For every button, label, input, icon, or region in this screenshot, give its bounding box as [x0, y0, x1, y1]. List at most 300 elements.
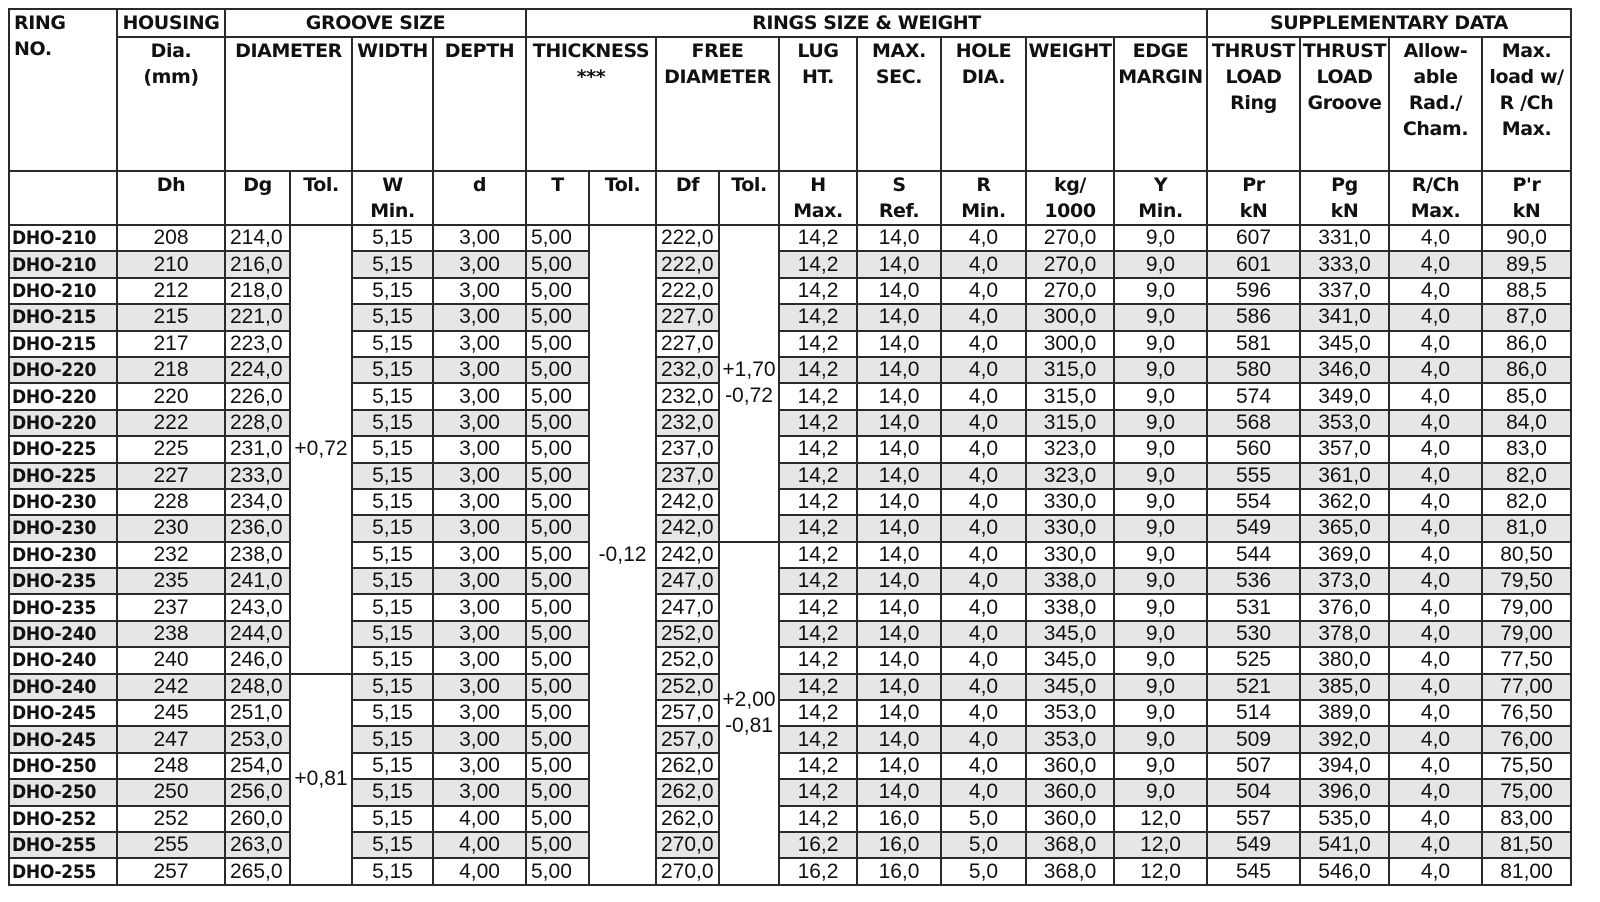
cell-weight: 368,0 — [1026, 832, 1114, 858]
unit-df: Df — [656, 171, 719, 225]
header-ring-no: RING NO. — [9, 9, 117, 171]
cell-groove-width: 5,15 — [352, 515, 433, 541]
cell-ring-no: DHO-235 — [9, 568, 117, 594]
cell-ring-no: DHO-245 — [9, 700, 117, 726]
cell-groove-width: 5,15 — [352, 674, 433, 700]
cell-max-load: 79,50 — [1482, 568, 1571, 594]
cell-groove-dg: 236,0 — [225, 515, 290, 541]
cell-groove-dg: 248,0 — [225, 674, 290, 700]
cell-ring-no: DHO-240 — [9, 647, 117, 673]
cell-max-section: 14,0 — [857, 489, 941, 515]
cell-weight: 330,0 — [1026, 542, 1114, 568]
cell-thrust-load-groove: 385,0 — [1300, 674, 1389, 700]
cell-thickness-t: 5,00 — [526, 700, 589, 726]
table-row — [9, 647, 1571, 673]
cell-lug-height: 14,2 — [779, 753, 857, 779]
cell-thrust-load-groove: 333,0 — [1300, 251, 1389, 277]
cell-thickness-t: 5,00 — [526, 225, 589, 251]
cell-free-diameter-df: 232,0 — [656, 383, 719, 409]
cell-thrust-load-groove: 394,0 — [1300, 753, 1389, 779]
cell-groove-dg: 263,0 — [225, 832, 290, 858]
cell-groove-depth: 3,00 — [433, 594, 526, 620]
cell-lug-height: 14,2 — [779, 251, 857, 277]
cell-thrust-load-groove: 541,0 — [1300, 832, 1389, 858]
cell-housing-dh: 250 — [117, 779, 225, 805]
cell-max-load: 80,50 — [1482, 542, 1571, 568]
cell-free-diameter-df: 270,0 — [656, 858, 719, 884]
cell-groove-dg: 243,0 — [225, 594, 290, 620]
cell-thrust-load-groove: 341,0 — [1300, 304, 1389, 330]
cell-thickness-t: 5,00 — [526, 568, 589, 594]
cell-groove-dg: 224,0 — [225, 357, 290, 383]
cell-ring-no: DHO-230 — [9, 489, 117, 515]
cell-allowable-rad-cham: 4,0 — [1389, 594, 1482, 620]
cell-max-section: 14,0 — [857, 726, 941, 752]
cell-free-diameter-df: 237,0 — [656, 436, 719, 462]
cell-allowable-rad-cham: 4,0 — [1389, 647, 1482, 673]
cell-groove-dg: 265,0 — [225, 858, 290, 884]
cell-thrust-load-ring: 554 — [1207, 489, 1300, 515]
cell-hole-dia: 4,0 — [941, 304, 1026, 330]
cell-groove-width: 5,15 — [352, 568, 433, 594]
cell-weight: 270,0 — [1026, 278, 1114, 304]
cell-free-diameter-df: 257,0 — [656, 700, 719, 726]
cell-edge-margin: 9,0 — [1114, 357, 1207, 383]
cell-edge-margin: 9,0 — [1114, 331, 1207, 357]
unit-dh: Dh — [117, 171, 225, 225]
cell-groove-dg: 226,0 — [225, 383, 290, 409]
cell-edge-margin: 12,0 — [1114, 832, 1207, 858]
cell-hole-dia: 4,0 — [941, 251, 1026, 277]
cell-free-diameter-df: 257,0 — [656, 726, 719, 752]
cell-thrust-load-groove: 546,0 — [1300, 858, 1389, 884]
cell-groove-width: 5,15 — [352, 331, 433, 357]
cell-groove-width: 5,15 — [352, 753, 433, 779]
cell-groove-depth: 3,00 — [433, 331, 526, 357]
cell-hole-dia: 4,0 — [941, 436, 1026, 462]
cell-groove-depth: 3,00 — [433, 357, 526, 383]
cell-max-section: 14,0 — [857, 304, 941, 330]
cell-ring-no: DHO-245 — [9, 726, 117, 752]
cell-max-load: 86,0 — [1482, 357, 1571, 383]
header-allowable-rad-cham: Allow- able Rad./ Cham. — [1389, 37, 1482, 171]
cell-free-diameter-df: 242,0 — [656, 515, 719, 541]
cell-ring-no: DHO-210 — [9, 251, 117, 277]
table-row — [9, 410, 1571, 436]
cell-thrust-load-groove: 346,0 — [1300, 357, 1389, 383]
cell-weight: 315,0 — [1026, 357, 1114, 383]
cell-edge-margin: 9,0 — [1114, 779, 1207, 805]
cell-groove-depth: 3,00 — [433, 383, 526, 409]
cell-housing-dh: 210 — [117, 251, 225, 277]
cell-ring-no: DHO-230 — [9, 515, 117, 541]
cell-free-diameter-df: 242,0 — [656, 542, 719, 568]
cell-thrust-load-groove: 376,0 — [1300, 594, 1389, 620]
cell-thrust-load-ring: 568 — [1207, 410, 1300, 436]
cell-thickness-t: 5,00 — [526, 621, 589, 647]
cell-hole-dia: 4,0 — [941, 489, 1026, 515]
cell-weight: 338,0 — [1026, 594, 1114, 620]
cell-groove-dg: 260,0 — [225, 806, 290, 832]
cell-weight: 353,0 — [1026, 700, 1114, 726]
header-width: WIDTH — [352, 37, 433, 171]
cell-max-load: 81,0 — [1482, 515, 1571, 541]
table-row — [9, 225, 1571, 251]
cell-thickness-t: 5,00 — [526, 832, 589, 858]
cell-thrust-load-ring: 536 — [1207, 568, 1300, 594]
header-edge-margin: EDGE MARGIN — [1114, 37, 1207, 171]
cell-max-section: 16,0 — [857, 806, 941, 832]
header-supplementary-data: SUPPLEMENTARY DATA — [1207, 9, 1571, 37]
cell-thrust-load-groove: 378,0 — [1300, 621, 1389, 647]
cell-allowable-rad-cham: 4,0 — [1389, 726, 1482, 752]
cell-max-load: 82,0 — [1482, 489, 1571, 515]
cell-lug-height: 14,2 — [779, 436, 857, 462]
cell-hole-dia: 4,0 — [941, 568, 1026, 594]
cell-housing-dh: 248 — [117, 753, 225, 779]
cell-groove-depth: 3,00 — [433, 726, 526, 752]
cell-hole-dia: 4,0 — [941, 674, 1026, 700]
cell-thrust-load-groove: 392,0 — [1300, 726, 1389, 752]
cell-groove-dg: 218,0 — [225, 278, 290, 304]
cell-free-diameter-df: 242,0 — [656, 489, 719, 515]
cell-allowable-rad-cham: 4,0 — [1389, 832, 1482, 858]
cell-housing-dh: 255 — [117, 832, 225, 858]
table-row — [9, 463, 1571, 489]
cell-allowable-rad-cham: 4,0 — [1389, 251, 1482, 277]
cell-hole-dia: 4,0 — [941, 410, 1026, 436]
cell-groove-depth: 3,00 — [433, 278, 526, 304]
cell-groove-width: 5,15 — [352, 858, 433, 884]
cell-ring-no: DHO-220 — [9, 357, 117, 383]
cell-hole-dia: 4,0 — [941, 463, 1026, 489]
cell-lug-height: 14,2 — [779, 674, 857, 700]
cell-max-section: 14,0 — [857, 463, 941, 489]
cell-housing-dh: 252 — [117, 806, 225, 832]
cell-groove-depth: 3,00 — [433, 753, 526, 779]
cell-housing-dh: 247 — [117, 726, 225, 752]
cell-max-load: 79,00 — [1482, 621, 1571, 647]
cell-groove-depth: 3,00 — [433, 647, 526, 673]
cell-max-section: 14,0 — [857, 383, 941, 409]
table-row — [9, 726, 1571, 752]
cell-thrust-load-ring: 514 — [1207, 700, 1300, 726]
table-row — [9, 357, 1571, 383]
cell-thrust-load-ring: 525 — [1207, 647, 1300, 673]
cell-edge-margin: 12,0 — [1114, 858, 1207, 884]
cell-max-section: 14,0 — [857, 621, 941, 647]
table-row — [9, 251, 1571, 277]
cell-groove-depth: 3,00 — [433, 436, 526, 462]
cell-thrust-load-ring: 507 — [1207, 753, 1300, 779]
cell-weight: 270,0 — [1026, 225, 1114, 251]
cell-housing-dh: 208 — [117, 225, 225, 251]
cell-max-section: 14,0 — [857, 674, 941, 700]
cell-ring-no: DHO-230 — [9, 542, 117, 568]
cell-groove-width: 5,15 — [352, 463, 433, 489]
table-row — [9, 674, 1571, 700]
tolerance-dg-upper: +0,72 — [290, 225, 352, 674]
cell-thrust-load-ring: 555 — [1207, 463, 1300, 489]
cell-housing-dh: 225 — [117, 436, 225, 462]
cell-hole-dia: 4,0 — [941, 225, 1026, 251]
cell-groove-depth: 4,00 — [433, 806, 526, 832]
cell-weight: 315,0 — [1026, 383, 1114, 409]
cell-thrust-load-groove: 380,0 — [1300, 647, 1389, 673]
cell-edge-margin: 9,0 — [1114, 726, 1207, 752]
cell-lug-height: 14,2 — [779, 515, 857, 541]
cell-hole-dia: 4,0 — [941, 515, 1026, 541]
cell-groove-width: 5,15 — [352, 489, 433, 515]
cell-thrust-load-ring: 521 — [1207, 674, 1300, 700]
cell-weight: 360,0 — [1026, 753, 1114, 779]
cell-free-diameter-df: 247,0 — [656, 568, 719, 594]
unit-r: R Min. — [941, 171, 1026, 225]
cell-thrust-load-groove: 331,0 — [1300, 225, 1389, 251]
cell-edge-margin: 9,0 — [1114, 410, 1207, 436]
unit-pr: Pr kN — [1207, 171, 1300, 225]
cell-groove-width: 5,15 — [352, 357, 433, 383]
table-row — [9, 568, 1571, 594]
cell-allowable-rad-cham: 4,0 — [1389, 542, 1482, 568]
cell-groove-depth: 3,00 — [433, 304, 526, 330]
cell-ring-no: DHO-215 — [9, 331, 117, 357]
cell-thrust-load-groove: 373,0 — [1300, 568, 1389, 594]
cell-weight: 368,0 — [1026, 858, 1114, 884]
cell-edge-margin: 9,0 — [1114, 225, 1207, 251]
cell-housing-dh: 237 — [117, 594, 225, 620]
cell-max-load: 81,00 — [1482, 858, 1571, 884]
table-row — [9, 515, 1571, 541]
cell-max-section: 14,0 — [857, 436, 941, 462]
header-weight: WEIGHT — [1026, 37, 1114, 171]
cell-lug-height: 14,2 — [779, 700, 857, 726]
cell-thickness-t: 5,00 — [526, 515, 589, 541]
cell-housing-dh: 222 — [117, 410, 225, 436]
cell-hole-dia: 5,0 — [941, 832, 1026, 858]
cell-housing-dh: 240 — [117, 647, 225, 673]
cell-groove-dg: 234,0 — [225, 489, 290, 515]
cell-hole-dia: 4,0 — [941, 647, 1026, 673]
cell-lug-height: 14,2 — [779, 647, 857, 673]
cell-thrust-load-ring: 601 — [1207, 251, 1300, 277]
cell-thickness-t: 5,00 — [526, 383, 589, 409]
cell-groove-dg: 251,0 — [225, 700, 290, 726]
table-row — [9, 594, 1571, 620]
cell-housing-dh: 215 — [117, 304, 225, 330]
unit-tol-df: Tol. — [719, 171, 779, 225]
cell-allowable-rad-cham: 4,0 — [1389, 858, 1482, 884]
cell-edge-margin: 9,0 — [1114, 489, 1207, 515]
cell-weight: 360,0 — [1026, 806, 1114, 832]
cell-lug-height: 14,2 — [779, 410, 857, 436]
cell-max-section: 14,0 — [857, 331, 941, 357]
cell-max-load: 83,00 — [1482, 806, 1571, 832]
cell-hole-dia: 4,0 — [941, 594, 1026, 620]
table-row — [9, 304, 1571, 330]
cell-thrust-load-groove: 389,0 — [1300, 700, 1389, 726]
cell-allowable-rad-cham: 4,0 — [1389, 806, 1482, 832]
unit-pr-max: P'r kN — [1482, 171, 1571, 225]
cell-hole-dia: 4,0 — [941, 700, 1026, 726]
table-row — [9, 489, 1571, 515]
cell-weight: 270,0 — [1026, 251, 1114, 277]
cell-max-load: 76,50 — [1482, 700, 1571, 726]
table-row — [9, 832, 1571, 858]
cell-lug-height: 14,2 — [779, 568, 857, 594]
cell-groove-dg: 228,0 — [225, 410, 290, 436]
cell-thickness-t: 5,00 — [526, 594, 589, 620]
cell-max-load: 86,0 — [1482, 331, 1571, 357]
cell-housing-dh: 235 — [117, 568, 225, 594]
cell-edge-margin: 9,0 — [1114, 383, 1207, 409]
cell-free-diameter-df: 222,0 — [656, 225, 719, 251]
cell-max-load: 88,5 — [1482, 278, 1571, 304]
header-thrust-load-groove: THRUST LOAD Groove — [1300, 37, 1389, 171]
cell-thrust-load-ring: 531 — [1207, 594, 1300, 620]
table-row — [9, 806, 1571, 832]
unit-rch: R/Ch Max. — [1389, 171, 1482, 225]
cell-free-diameter-df: 237,0 — [656, 463, 719, 489]
cell-thickness-t: 5,00 — [526, 779, 589, 805]
unit-pg: Pg kN — [1300, 171, 1389, 225]
cell-allowable-rad-cham: 4,0 — [1389, 357, 1482, 383]
cell-groove-depth: 4,00 — [433, 832, 526, 858]
cell-allowable-rad-cham: 4,0 — [1389, 700, 1482, 726]
cell-allowable-rad-cham: 4,0 — [1389, 515, 1482, 541]
cell-thrust-load-groove: 365,0 — [1300, 515, 1389, 541]
cell-thrust-load-ring: 544 — [1207, 542, 1300, 568]
header-thrust-load-ring: THRUST LOAD Ring — [1207, 37, 1300, 171]
cell-free-diameter-df: 227,0 — [656, 331, 719, 357]
cell-groove-width: 5,15 — [352, 436, 433, 462]
cell-ring-no: DHO-240 — [9, 621, 117, 647]
cell-groove-dg: 256,0 — [225, 779, 290, 805]
cell-groove-width: 5,15 — [352, 647, 433, 673]
cell-allowable-rad-cham: 4,0 — [1389, 489, 1482, 515]
cell-free-diameter-df: 252,0 — [656, 674, 719, 700]
tolerance-df-upper: +1,70 -0,72 — [719, 225, 779, 542]
cell-groove-width: 5,15 — [352, 779, 433, 805]
cell-thickness-t: 5,00 — [526, 251, 589, 277]
cell-groove-dg: 216,0 — [225, 251, 290, 277]
cell-thrust-load-groove: 353,0 — [1300, 410, 1389, 436]
cell-edge-margin: 9,0 — [1114, 647, 1207, 673]
cell-edge-margin: 9,0 — [1114, 515, 1207, 541]
tolerance-dg-lower: +0,81 — [290, 674, 352, 885]
cell-groove-depth: 3,00 — [433, 251, 526, 277]
header-thickness: THICKNESS *** — [526, 37, 656, 171]
cell-hole-dia: 4,0 — [941, 753, 1026, 779]
cell-housing-dh: 257 — [117, 858, 225, 884]
cell-lug-height: 14,2 — [779, 278, 857, 304]
cell-edge-margin: 12,0 — [1114, 806, 1207, 832]
cell-thickness-t: 5,00 — [526, 436, 589, 462]
cell-thrust-load-ring: 504 — [1207, 779, 1300, 805]
cell-free-diameter-df: 262,0 — [656, 779, 719, 805]
cell-weight: 323,0 — [1026, 463, 1114, 489]
cell-lug-height: 14,2 — [779, 621, 857, 647]
cell-ring-no: DHO-220 — [9, 410, 117, 436]
cell-free-diameter-df: 222,0 — [656, 251, 719, 277]
cell-ring-no: DHO-240 — [9, 674, 117, 700]
cell-groove-width: 5,15 — [352, 304, 433, 330]
cell-thrust-load-ring: 549 — [1207, 832, 1300, 858]
cell-thickness-t: 5,00 — [526, 304, 589, 330]
unit-h: H Max. — [779, 171, 857, 225]
cell-lug-height: 16,2 — [779, 832, 857, 858]
cell-thickness-t: 5,00 — [526, 489, 589, 515]
cell-lug-height: 14,2 — [779, 806, 857, 832]
cell-max-section: 16,0 — [857, 832, 941, 858]
cell-allowable-rad-cham: 4,0 — [1389, 568, 1482, 594]
cell-thrust-load-ring: 530 — [1207, 621, 1300, 647]
cell-max-load: 83,0 — [1482, 436, 1571, 462]
cell-ring-no: DHO-255 — [9, 858, 117, 884]
cell-free-diameter-df: 227,0 — [656, 304, 719, 330]
cell-groove-dg: 231,0 — [225, 436, 290, 462]
cell-free-diameter-df: 232,0 — [656, 410, 719, 436]
cell-edge-margin: 9,0 — [1114, 674, 1207, 700]
cell-groove-depth: 3,00 — [433, 621, 526, 647]
cell-thickness-t: 5,00 — [526, 463, 589, 489]
cell-thickness-t: 5,00 — [526, 542, 589, 568]
cell-thickness-t: 5,00 — [526, 278, 589, 304]
table-row — [9, 858, 1571, 884]
cell-groove-depth: 3,00 — [433, 489, 526, 515]
cell-groove-width: 5,15 — [352, 383, 433, 409]
cell-allowable-rad-cham: 4,0 — [1389, 410, 1482, 436]
tolerance-thickness: -0,12 — [589, 225, 656, 885]
cell-max-load: 87,0 — [1482, 304, 1571, 330]
cell-thickness-t: 5,00 — [526, 674, 589, 700]
cell-free-diameter-df: 247,0 — [656, 594, 719, 620]
cell-groove-dg: 254,0 — [225, 753, 290, 779]
table-header — [9, 9, 1571, 225]
header-ring-no-blank — [9, 171, 117, 225]
cell-thrust-load-ring: 596 — [1207, 278, 1300, 304]
cell-max-load: 77,00 — [1482, 674, 1571, 700]
cell-housing-dh: 218 — [117, 357, 225, 383]
cell-free-diameter-df: 262,0 — [656, 806, 719, 832]
header-max-sec: MAX. SEC. — [857, 37, 941, 171]
table-row — [9, 753, 1571, 779]
cell-allowable-rad-cham: 4,0 — [1389, 674, 1482, 700]
cell-thrust-load-groove: 349,0 — [1300, 383, 1389, 409]
cell-allowable-rad-cham: 4,0 — [1389, 779, 1482, 805]
cell-ring-no: DHO-250 — [9, 779, 117, 805]
cell-weight: 315,0 — [1026, 410, 1114, 436]
cell-edge-margin: 9,0 — [1114, 700, 1207, 726]
cell-groove-width: 5,15 — [352, 594, 433, 620]
cell-edge-margin: 9,0 — [1114, 542, 1207, 568]
cell-groove-width: 5,15 — [352, 278, 433, 304]
cell-groove-width: 5,15 — [352, 410, 433, 436]
cell-groove-depth: 3,00 — [433, 779, 526, 805]
cell-weight: 353,0 — [1026, 726, 1114, 752]
cell-housing-dh: 245 — [117, 700, 225, 726]
header-groove-size: GROOVE SIZE — [225, 9, 526, 37]
cell-thrust-load-groove: 357,0 — [1300, 436, 1389, 462]
unit-s: S Ref. — [857, 171, 941, 225]
cell-max-section: 14,0 — [857, 410, 941, 436]
cell-weight: 330,0 — [1026, 489, 1114, 515]
cell-thickness-t: 5,00 — [526, 410, 589, 436]
cell-free-diameter-df: 270,0 — [656, 832, 719, 858]
cell-housing-dh: 212 — [117, 278, 225, 304]
cell-thrust-load-ring: 545 — [1207, 858, 1300, 884]
cell-thrust-load-groove: 362,0 — [1300, 489, 1389, 515]
